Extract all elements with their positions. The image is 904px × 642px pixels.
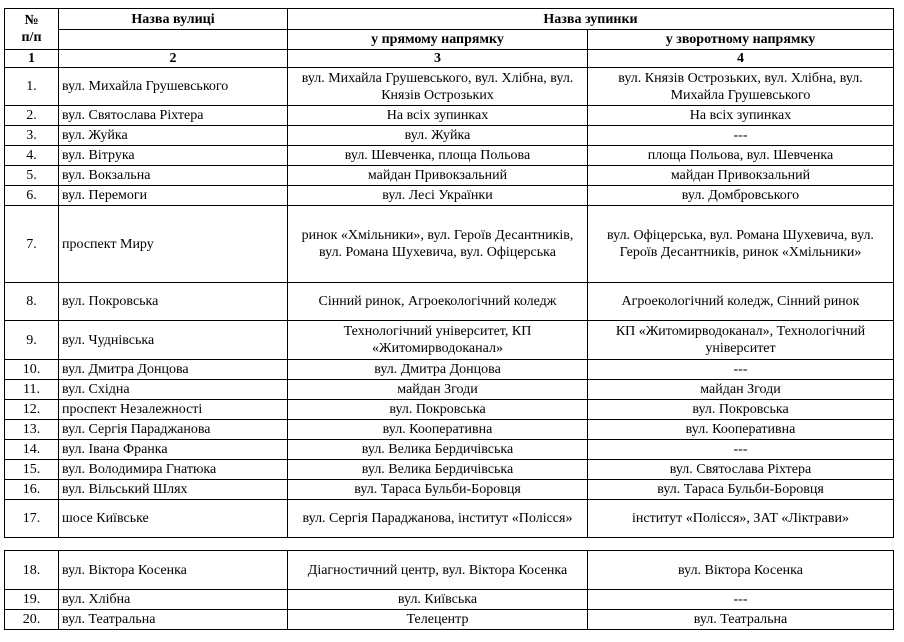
stop-backward: вул. Театральна [588, 610, 894, 630]
table-row [5, 206, 894, 283]
header-forward: у прямому напрямку [288, 30, 588, 50]
stop-forward: вул. Покровська [288, 400, 588, 420]
table-row [5, 126, 894, 146]
stop-backward: майдан Привокзальний [588, 166, 894, 186]
header-number-sign: № [24, 13, 39, 28]
street-name: вул. Івана Франка [59, 440, 288, 460]
stop-backward: майдан Згоди [588, 380, 894, 400]
col-number-1: 1 [5, 50, 59, 68]
header-number-abbr: п/п [21, 30, 42, 45]
street-name: вул. Михайла Грушевського [59, 68, 288, 106]
table-row [5, 106, 894, 126]
row-number: 4. [5, 146, 59, 166]
header-street-blank [59, 30, 288, 50]
table-row [5, 166, 894, 186]
table-row [5, 590, 894, 610]
stop-forward: Діагностичний центр, вул. Віктора Косенка [288, 551, 588, 590]
table-row [5, 610, 894, 630]
stop-backward: вул. Тараса Бульби-Боровця [588, 480, 894, 500]
stop-backward: вул. Кооперативна [588, 420, 894, 440]
street-name: вул. Вітрука [59, 146, 288, 166]
header-street: Назва вулиці [59, 9, 288, 30]
street-name: проспект Незалежності [59, 400, 288, 420]
row-number: 7. [5, 206, 59, 283]
stop-forward: майдан Згоди [288, 380, 588, 400]
stop-forward: Телецентр [288, 610, 588, 630]
stop-backward: вул. Покровська [588, 400, 894, 420]
row-number: 16. [5, 480, 59, 500]
table-row [5, 186, 894, 206]
col-number-3: 3 [288, 50, 588, 68]
row-number: 3. [5, 126, 59, 146]
stop-forward: вул. Михайла Грушевського, вул. Хлібна, вул. Князів Острозьких [288, 68, 588, 106]
stop-forward: вул. Лесі Українки [288, 186, 588, 206]
row-number: 1. [5, 68, 59, 106]
stop-forward: Технологічний університет, КП «Житомирводоканал» [288, 321, 588, 360]
table-row [5, 500, 894, 538]
row-number: 12. [5, 400, 59, 420]
table-body-continued [5, 551, 894, 630]
table-row [5, 360, 894, 380]
table-row [5, 440, 894, 460]
stop-backward: площа Польова, вул. Шевченка [588, 146, 894, 166]
stop-backward: --- [588, 126, 894, 146]
street-name: вул. Покровська [59, 283, 288, 321]
stops-table [4, 8, 894, 538]
street-name: вул. Віктора Косенка [59, 551, 288, 590]
table-row [5, 480, 894, 500]
header-stop-name: Назва зупинки [288, 9, 894, 30]
table-row [5, 146, 894, 166]
row-number: 11. [5, 380, 59, 400]
stop-backward: вул. Святослава Ріхтера [588, 460, 894, 480]
row-number: 17. [5, 500, 59, 538]
row-number: 15. [5, 460, 59, 480]
table-row [5, 380, 894, 400]
row-number: 5. [5, 166, 59, 186]
row-number: 18. [5, 551, 59, 590]
row-number: 6. [5, 186, 59, 206]
row-number: 13. [5, 420, 59, 440]
street-name: вул. Перемоги [59, 186, 288, 206]
stop-backward: вул. Офіцерська, вул. Романа Шухевича, вул. Героїв Десантників, ринок «Хмільники» [588, 206, 894, 283]
stop-forward: вул. Жуйка [288, 126, 588, 146]
street-name: вул. Театральна [59, 610, 288, 630]
stop-forward: вул. Велика Бердичівська [288, 460, 588, 480]
stop-backward: інститут «Полісся», ЗАТ «Ліктрави» [588, 500, 894, 538]
stops-table-continued [4, 550, 894, 630]
stop-forward: майдан Привокзальний [288, 166, 588, 186]
stop-forward: вул. Велика Бердичівська [288, 440, 588, 460]
stop-backward: вул. Віктора Косенка [588, 551, 894, 590]
table-row [5, 420, 894, 440]
row-number: 8. [5, 283, 59, 321]
stop-backward: --- [588, 590, 894, 610]
row-number: 2. [5, 106, 59, 126]
stop-backward: вул. Домбровського [588, 186, 894, 206]
stop-forward: ринок «Хмільники», вул. Героїв Десантників, вул. Романа Шухевича, вул. Офіцерська [288, 206, 588, 283]
stop-backward: --- [588, 360, 894, 380]
table-row [5, 68, 894, 106]
table-row [5, 283, 894, 321]
street-name: вул. Володимира Гнатюка [59, 460, 288, 480]
stop-forward: вул. Дмитра Донцова [288, 360, 588, 380]
table-row [5, 321, 894, 360]
stop-backward: вул. Князів Острозьких, вул. Хлібна, вул. Михайла Грушевського [588, 68, 894, 106]
street-name: вул. Дмитра Донцова [59, 360, 288, 380]
stop-backward: Агроекологічний коледж, Сінний ринок [588, 283, 894, 321]
street-name: вул. Вільський Шлях [59, 480, 288, 500]
street-name: вул. Хлібна [59, 590, 288, 610]
stop-backward: КП «Житомирводоканал», Технологічний університет [588, 321, 894, 360]
row-number: 19. [5, 590, 59, 610]
col-number-2: 2 [59, 50, 288, 68]
header-number [5, 9, 59, 50]
stop-backward: На всіх зупинках [588, 106, 894, 126]
stop-forward: вул. Шевченка, площа Польова [288, 146, 588, 166]
street-name: проспект Миру [59, 206, 288, 283]
stop-forward: вул. Сергія Параджанова, інститут «Полісся» [288, 500, 588, 538]
stop-forward: вул. Кооперативна [288, 420, 588, 440]
row-number: 9. [5, 321, 59, 360]
col-number-4: 4 [588, 50, 894, 68]
header-backward: у зворотному напрямку [588, 30, 894, 50]
table-row [5, 551, 894, 590]
street-name: вул. Сергія Параджанова [59, 420, 288, 440]
street-name: вул. Жуйка [59, 126, 288, 146]
stop-forward: вул. Київська [288, 590, 588, 610]
stop-forward: вул. Тараса Бульби-Боровця [288, 480, 588, 500]
street-name: вул. Вокзальна [59, 166, 288, 186]
table-row [5, 460, 894, 480]
stop-backward: --- [588, 440, 894, 460]
table-row [5, 400, 894, 420]
row-number: 14. [5, 440, 59, 460]
stop-forward: Сінний ринок, Агроекологічний коледж [288, 283, 588, 321]
street-name: шосе Київське [59, 500, 288, 538]
row-number: 20. [5, 610, 59, 630]
table-body [5, 68, 894, 538]
stop-forward: На всіх зупинках [288, 106, 588, 126]
street-name: вул. Східна [59, 380, 288, 400]
street-name: вул. Святослава Ріхтера [59, 106, 288, 126]
street-name: вул. Чуднівська [59, 321, 288, 360]
row-number: 10. [5, 360, 59, 380]
